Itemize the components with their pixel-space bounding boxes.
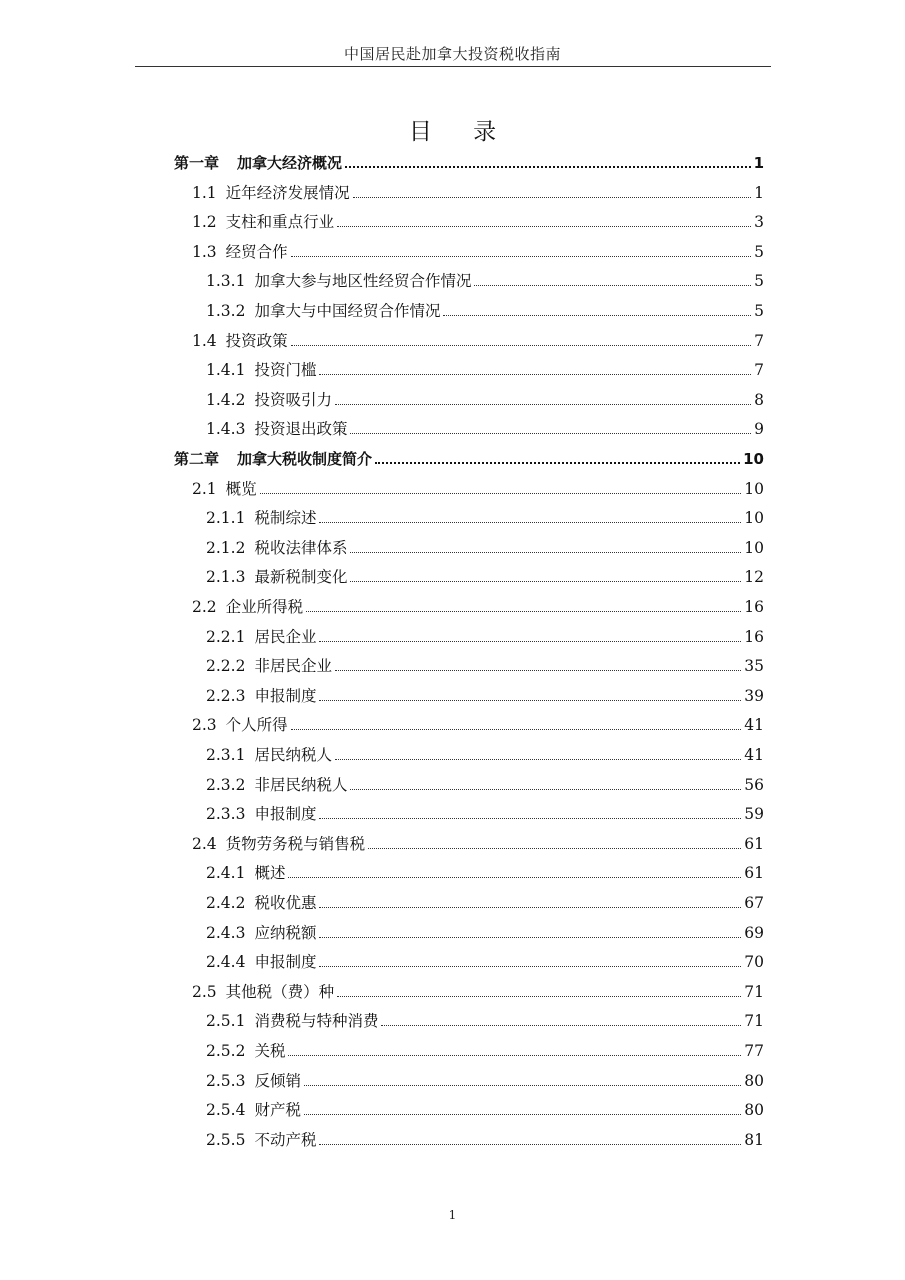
page-number: 1 bbox=[448, 1208, 457, 1222]
toc-entry-title: 反倾销 bbox=[254, 1071, 301, 1090]
toc-entry-title: 居民企业 bbox=[254, 627, 317, 646]
toc-entry-page: 1 bbox=[753, 154, 764, 172]
toc-entry-page: 70 bbox=[744, 953, 764, 972]
toc-dot-leader bbox=[375, 462, 740, 464]
page-header-title: 中国居民赴加拿大投资税收指南 bbox=[343, 45, 561, 63]
toc-entry-title: 最新税制变化 bbox=[254, 568, 348, 587]
toc-entry-page: 7 bbox=[754, 331, 764, 350]
toc-entry[interactable] bbox=[206, 1064, 764, 1090]
toc-entry-page: 80 bbox=[744, 1071, 764, 1090]
toc-entry-page: 10 bbox=[744, 538, 764, 557]
toc-entry-number: 2.5.2 bbox=[206, 1042, 246, 1060]
toc-dot-leader bbox=[291, 256, 751, 257]
toc-dot-leader bbox=[288, 1055, 741, 1056]
toc-entry[interactable] bbox=[206, 560, 764, 586]
toc-dot-leader bbox=[335, 670, 741, 671]
toc-entry-number: 2.5.5 bbox=[206, 1130, 246, 1149]
toc-entry-page: 61 bbox=[744, 864, 764, 883]
toc-heading: 目 录 bbox=[408, 119, 497, 145]
toc-entry[interactable] bbox=[206, 620, 764, 646]
toc-dot-leader bbox=[319, 641, 741, 642]
toc-entry[interactable] bbox=[206, 531, 764, 557]
toc-entry-number: 1.3.1 bbox=[206, 272, 246, 291]
toc-dot-leader bbox=[350, 581, 741, 582]
toc-entry-page: 35 bbox=[744, 657, 764, 676]
toc-entry-number: 2.3 bbox=[192, 716, 217, 735]
toc-entry-number: 1.4.1 bbox=[206, 361, 246, 380]
toc-entry-page: 10 bbox=[744, 479, 764, 498]
toc-entry-number: 2.4 bbox=[192, 834, 217, 853]
toc-entry-title: 近年经济发展情况 bbox=[225, 183, 350, 202]
toc-entry[interactable] bbox=[206, 1093, 764, 1119]
toc-entry[interactable] bbox=[206, 768, 764, 794]
toc-dot-leader bbox=[345, 166, 751, 168]
toc-entry-title: 企业所得税 bbox=[225, 598, 304, 616]
toc-entry[interactable] bbox=[192, 205, 764, 231]
toc-dot-leader bbox=[337, 996, 741, 997]
toc-entry-page: 10 bbox=[744, 509, 764, 528]
toc-dot-leader bbox=[319, 700, 741, 701]
toc-entry[interactable] bbox=[206, 1004, 764, 1030]
toc-dot-leader bbox=[288, 877, 741, 878]
toc-dot-leader bbox=[474, 285, 751, 286]
toc-entry[interactable] bbox=[192, 176, 764, 202]
toc-entry-title: 加拿大与中国经贸合作情况 bbox=[254, 302, 441, 320]
toc-dot-leader bbox=[319, 966, 741, 967]
toc-entry-page: 81 bbox=[744, 1130, 764, 1149]
toc-dot-leader bbox=[304, 1085, 741, 1086]
toc-entry-page: 71 bbox=[744, 982, 764, 1001]
toc-dot-leader bbox=[291, 345, 751, 346]
toc-entry-number: 第一章 bbox=[174, 154, 220, 172]
toc-entry-page: 5 bbox=[754, 272, 764, 291]
toc-entry-title: 概览 bbox=[225, 479, 257, 498]
toc-entry-number: 2.1.3 bbox=[206, 568, 246, 587]
toc-entry-title: 投资政策 bbox=[225, 331, 288, 350]
toc-entry-number: 2.5.3 bbox=[206, 1071, 246, 1090]
toc-entry-title: 加拿大参与地区性经贸合作情况 bbox=[254, 272, 472, 291]
toc-entry-page: 16 bbox=[744, 627, 764, 646]
toc-entry-title: 申报制度 bbox=[254, 805, 317, 824]
toc-entry-title: 税收法律体系 bbox=[254, 538, 348, 557]
toc-dot-leader bbox=[350, 433, 751, 434]
toc-entry[interactable] bbox=[206, 264, 764, 290]
toc-entry-title: 个人所得 bbox=[225, 716, 288, 735]
toc-entry-title: 申报制度 bbox=[254, 953, 317, 972]
toc-entry-page: 41 bbox=[744, 716, 764, 735]
toc-entry-page: 39 bbox=[744, 686, 764, 705]
toc-entry-title: 投资吸引力 bbox=[254, 390, 332, 409]
toc-entry[interactable] bbox=[206, 501, 764, 527]
toc-entry-page: 5 bbox=[754, 302, 764, 320]
toc-entry-page: 9 bbox=[754, 420, 764, 439]
toc-dot-leader bbox=[319, 374, 751, 375]
toc-entry[interactable] bbox=[206, 353, 764, 379]
toc-entry[interactable] bbox=[192, 235, 764, 261]
toc-entry-title: 货物劳务税与销售税 bbox=[225, 834, 366, 853]
toc-entry-number: 1.1 bbox=[192, 183, 217, 202]
toc-entry[interactable] bbox=[174, 442, 764, 468]
toc-entry-title: 加拿大经济概况 bbox=[237, 154, 343, 172]
toc-dot-leader bbox=[319, 907, 741, 908]
toc-entry-title: 不动产税 bbox=[254, 1130, 317, 1149]
toc-entry-number: 1.4.3 bbox=[206, 420, 246, 439]
toc-entry[interactable] bbox=[192, 708, 764, 734]
toc-entry-title: 税制综述 bbox=[254, 509, 317, 528]
toc-entry-page: 69 bbox=[744, 923, 764, 942]
toc-entry-number: 2.2.1 bbox=[206, 627, 246, 646]
toc-entry-page: 71 bbox=[744, 1012, 764, 1031]
toc-entry[interactable] bbox=[206, 738, 764, 764]
toc-entry-number: 2.1 bbox=[192, 479, 217, 498]
toc-entry[interactable] bbox=[206, 1123, 764, 1149]
toc-dot-leader bbox=[350, 552, 741, 553]
toc-entry-page: 80 bbox=[744, 1101, 764, 1120]
toc-entry-page: 16 bbox=[744, 598, 764, 616]
toc-entry-title: 非居民纳税人 bbox=[254, 775, 348, 794]
toc-entry-title: 其他税（费）种 bbox=[225, 982, 335, 1001]
toc-entry-page: 5 bbox=[754, 242, 764, 261]
toc-entry-page: 67 bbox=[744, 894, 764, 912]
toc-entry-number: 1.4.2 bbox=[206, 390, 246, 409]
toc-dot-leader bbox=[335, 759, 741, 760]
toc-entry-number: 2.3.2 bbox=[206, 775, 246, 794]
toc-entry[interactable] bbox=[206, 383, 764, 409]
toc-entry-title: 非居民企业 bbox=[254, 657, 332, 676]
header-divider bbox=[135, 66, 771, 67]
toc-entry-title: 投资门槛 bbox=[254, 361, 317, 380]
toc-entry-number: 2.4.4 bbox=[206, 953, 246, 972]
toc-entry[interactable] bbox=[206, 916, 764, 942]
toc-entry-title: 居民纳税人 bbox=[254, 746, 332, 764]
toc-entry-title: 税收优惠 bbox=[254, 894, 317, 912]
toc-entry-page: 56 bbox=[744, 775, 764, 794]
toc-entry[interactable] bbox=[206, 412, 764, 438]
toc-dot-leader bbox=[319, 937, 741, 938]
toc-entry-number: 2.2.2 bbox=[206, 657, 246, 676]
toc-entry-title: 经贸合作 bbox=[225, 242, 288, 261]
toc-entry-number: 2.4.1 bbox=[206, 864, 246, 883]
toc-dot-leader bbox=[304, 1114, 741, 1115]
toc-entry-number: 2.3.3 bbox=[206, 805, 246, 824]
toc-dot-leader bbox=[350, 789, 741, 790]
toc-entry-number: 1.4 bbox=[192, 331, 217, 350]
toc-entry-number: 2.4.2 bbox=[206, 894, 246, 912]
toc-entry[interactable] bbox=[192, 472, 764, 498]
toc-entry[interactable] bbox=[174, 146, 764, 172]
toc-entry-title: 关税 bbox=[254, 1042, 286, 1060]
toc-entry-number: 2.5.4 bbox=[206, 1101, 246, 1120]
toc-entry-number: 2.5.1 bbox=[206, 1012, 246, 1031]
toc-dot-leader bbox=[319, 1144, 741, 1145]
toc-entry-number: 2.2 bbox=[192, 598, 217, 616]
toc-entry-title: 应纳税额 bbox=[254, 923, 317, 942]
toc-dot-leader bbox=[335, 404, 751, 405]
toc-entry-title: 财产税 bbox=[254, 1101, 301, 1120]
toc-entry-title: 申报制度 bbox=[254, 686, 317, 705]
toc-entry[interactable] bbox=[192, 590, 764, 616]
toc-entry-number: 1.3.2 bbox=[206, 302, 246, 320]
toc-dot-leader bbox=[319, 522, 741, 523]
toc-entry-number: 2.5 bbox=[192, 982, 217, 1001]
toc-entry[interactable] bbox=[206, 294, 764, 320]
toc-entry-page: 1 bbox=[754, 183, 764, 202]
toc-entry[interactable] bbox=[206, 856, 764, 882]
toc-entry[interactable] bbox=[206, 797, 764, 823]
toc-entry-page: 8 bbox=[754, 390, 764, 409]
toc-entry-page: 10 bbox=[743, 450, 764, 468]
toc-entry-number: 2.3.1 bbox=[206, 746, 246, 764]
toc-dot-leader bbox=[443, 315, 751, 316]
toc-entry-page: 7 bbox=[754, 361, 764, 380]
toc-entry-page: 3 bbox=[754, 213, 764, 232]
toc-dot-leader bbox=[337, 226, 751, 227]
toc-entry-number: 第二章 bbox=[174, 450, 220, 468]
toc-entry[interactable] bbox=[192, 324, 764, 350]
toc-entry-page: 61 bbox=[744, 834, 764, 853]
toc-entry-title: 投资退出政策 bbox=[254, 420, 348, 439]
toc-dot-leader bbox=[368, 848, 741, 849]
toc-entry[interactable] bbox=[206, 1034, 764, 1060]
toc-entry-page: 77 bbox=[744, 1042, 764, 1060]
toc-entry-number: 2.4.3 bbox=[206, 923, 246, 942]
toc-entry-page: 41 bbox=[744, 746, 764, 764]
toc-entry[interactable] bbox=[206, 679, 764, 705]
toc-entry-title: 消费税与特种消费 bbox=[254, 1012, 379, 1031]
toc-entry-page: 12 bbox=[744, 568, 764, 587]
toc-dot-leader bbox=[381, 1025, 741, 1026]
toc-dot-leader bbox=[319, 818, 741, 819]
toc-entry[interactable] bbox=[206, 886, 764, 912]
toc-dot-leader bbox=[291, 729, 742, 730]
toc-entry-number: 2.2.3 bbox=[206, 686, 246, 705]
toc-entry[interactable] bbox=[192, 827, 764, 853]
toc-dot-leader bbox=[306, 611, 741, 612]
toc-entry[interactable] bbox=[192, 975, 764, 1001]
toc-entry-number: 2.1.1 bbox=[206, 509, 246, 528]
toc-entry-title: 加拿大税收制度简介 bbox=[237, 450, 373, 468]
toc-dot-leader bbox=[353, 197, 751, 198]
toc-entry[interactable] bbox=[206, 649, 764, 675]
toc-dot-leader bbox=[260, 493, 742, 494]
toc-entry-title: 支柱和重点行业 bbox=[225, 213, 335, 232]
toc-entry-number: 1.2 bbox=[192, 213, 217, 232]
toc-entry-page: 59 bbox=[744, 805, 764, 824]
toc-entry-number: 2.1.2 bbox=[206, 538, 246, 557]
toc-entry[interactable] bbox=[206, 945, 764, 971]
toc-entry-title: 概述 bbox=[254, 864, 286, 883]
toc-entry-number: 1.3 bbox=[192, 242, 217, 261]
